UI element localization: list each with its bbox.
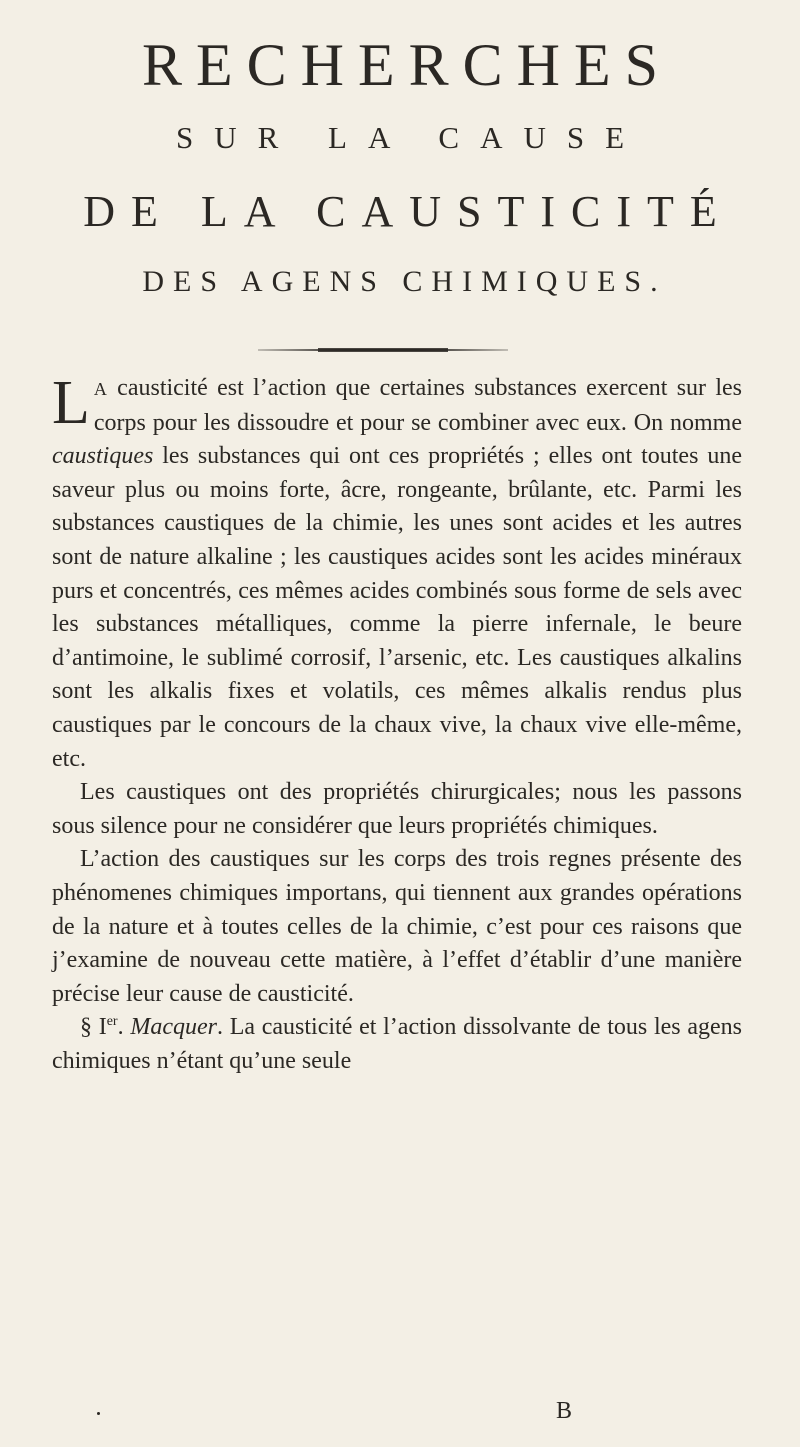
- italic-term: caustiques: [52, 443, 154, 470]
- ornamental-rule-center: [318, 348, 448, 352]
- section-superscript: er: [106, 1014, 118, 1030]
- drop-cap: L: [52, 369, 90, 437]
- paragraph-3: L’action des caustiques sur les corps des trois regnes présente des phénomenes chimiques importans, qui tiennent aux grandes opérations de la nature et à toutes celles de la chimie, c’est pour ces raisons que j’examine de nouveau cette matière, à l’effet d’établir d’une manière précise leur cause de causticité.: [52, 846, 742, 1007]
- small-caps-text: A: [93, 379, 108, 399]
- paragraph-1-text-b: les substances qui ont ces propriétés ; elles ont toutes une saveur plus ou moins forte, âcre, rongeante, brûlante, etc. Parmi les substances caustiques de la chimie, les unes sont acides et les autres sont de nature alkaline ; les caustiques acides sont les acides minéraux purs et concentrés, ces mêmes acides combinés sous forme de sels avec les substances métalliques, comme la pierre infernale, le beure d’antimoine, le sublimé corrosif, l’arsenic, etc. Les caustiques alkalins sont les alkalis fixes et volatils, ces mêmes alkalis rendus plus caustiques par le concours de la chaux vive, la chaux vive elle-même, etc.: [52, 443, 742, 772]
- body-text: [52, 369, 742, 1078]
- paragraph-1: [52, 369, 742, 776]
- section-mark: § I: [80, 1014, 107, 1041]
- author-name: Macquer: [130, 1014, 217, 1041]
- ink-dot: [97, 1412, 100, 1415]
- paragraph-4-text: La causticité et l’action dissolvante de tous les agens chimiques n’étant qu’une seule: [52, 1014, 742, 1074]
- title-line-4: DES AGENS CHIMIQUES.: [142, 265, 667, 298]
- title-line-1: RECHERCHES: [141, 32, 673, 98]
- paragraph-4: § Ier. Macquer. La causticité et l’action dissolvante de tous les agens chimiques n’étant qu’une seule: [52, 1014, 742, 1074]
- title-line-2: SUR LA CAUSE: [175, 120, 646, 155]
- paragraph-2: Les caustiques ont des propriétés chirurgicales; nous les passons sous silence pour ne considérer que leurs propriétés chimiques.: [52, 779, 742, 839]
- signature-mark: B: [555, 1398, 572, 1424]
- paragraph-1-text-a: causticité est l’action que certaines substances exercent sur les corps pour les dissoudre et pour se combiner avec eux. On nomme: [93, 375, 742, 436]
- title-line-3: DE LA CAUSTICITÉ: [83, 187, 733, 236]
